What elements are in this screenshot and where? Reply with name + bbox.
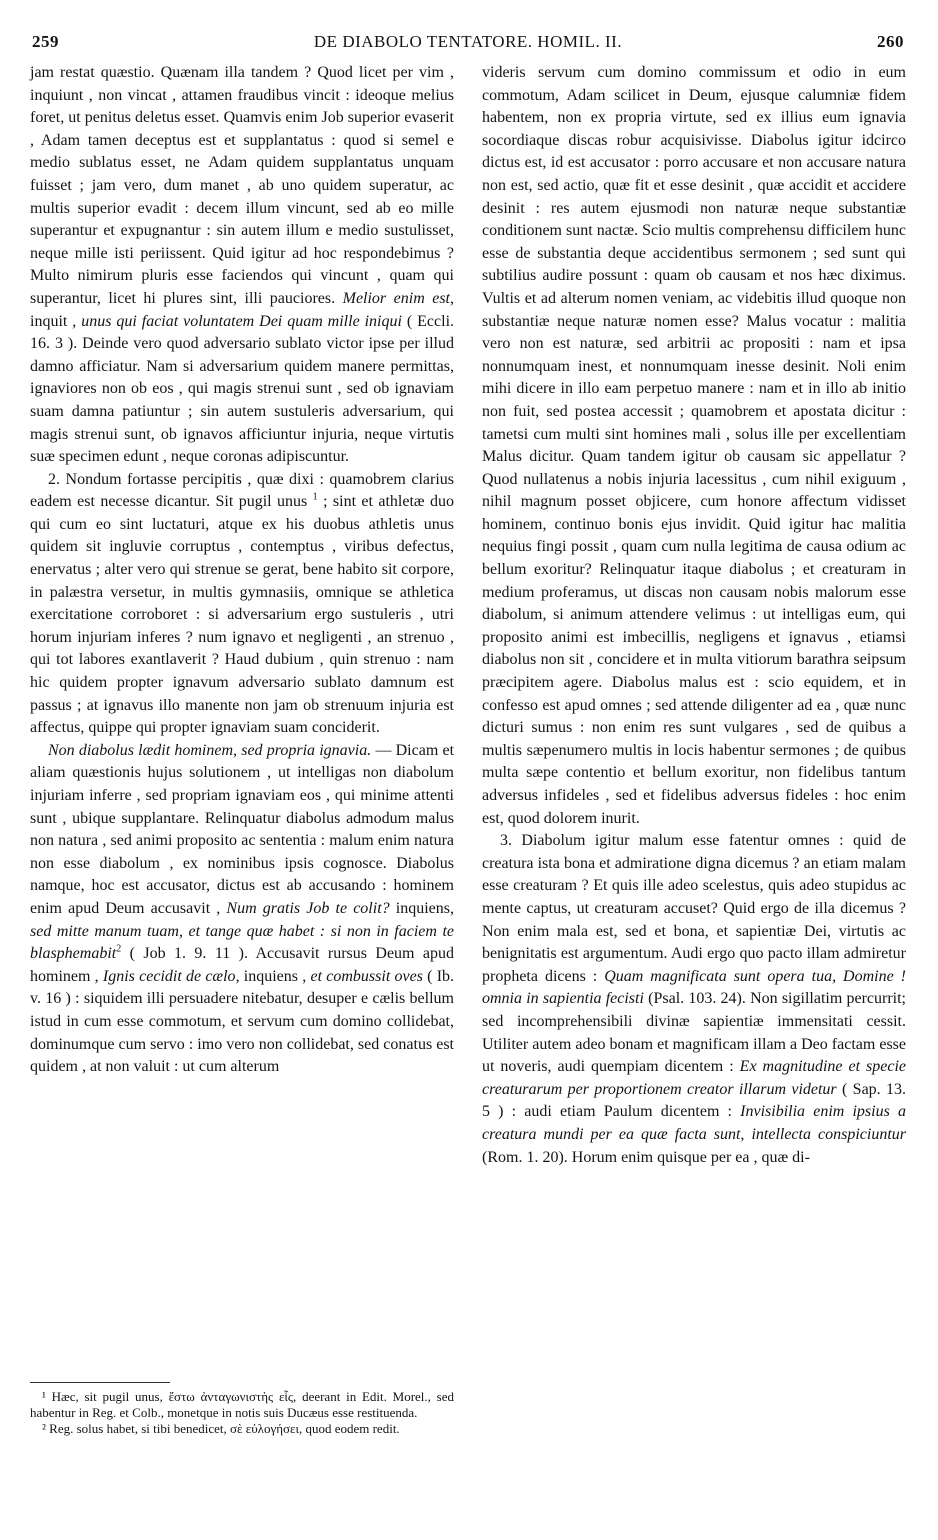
- text-run: , inquiens ,: [235, 967, 307, 985]
- running-header: [32, 32, 904, 58]
- scripture-quote: Quam magnificata sunt opera tua, Domine ! omnia in sapientia fecisti: [482, 967, 906, 1008]
- text-run: ( Job 1. 9. 11 ). Accusavit rursus Deum apud hominem ,: [30, 945, 455, 985]
- text-run: ( Sap. 13. 5 ) : audi etiam Paulum dicentem :: [482, 1080, 907, 1121]
- section-heading: Non diabolus lædit hominem, sed propria ignavia.: [48, 741, 372, 759]
- footnote-1: ¹ Hæc, sit pugil unus, ἔστω ἀνταγωνιστὴς εἷς, deerant in Edit. Morel., sed habentur in Reg. et Colb., monetque in notis suis Ducæus esse restituenda.: [30, 1389, 454, 1421]
- scripture-quote: sed mitte manum tuam, et tange quæ habet : si non in faciem te blasphemabit: [30, 922, 454, 963]
- text-run: 2. Nondum fortasse percipitis , quæ dixi : quamobrem clarius eadem est necesse dicantur. Sit pugil unus: [30, 470, 454, 511]
- left-paragraph-3: [30, 740, 454, 1079]
- right-paragraph-1: [482, 62, 906, 830]
- footnote-marker: 1: [312, 491, 318, 503]
- footnotes: [30, 1382, 454, 1438]
- right-column: [482, 62, 906, 1169]
- scripture-quote: unus qui faciat voluntatem Dei quam mille iniqui: [81, 312, 402, 330]
- left-paragraph-2: [30, 469, 454, 740]
- text-run: ; sint et athletæ duo qui cum eo sint luctaturi, atque ex his duobus athletis unus quidem sit ingluvie corruptus , contemptus , viribus defectus, enervatus ; alter vero qui strenue se gerat, bene habito sit corpore, in palæstra versetur, in multis gymnasiis, omnique se athletica exercitatione corroboret : si adversarium ergo sustuleris , utri horum injuriam inferes ? num ignavo et negligenti , an strenuo , qui tot labores exantlaverit ? Haud dubium , quin strenuo : nam hic quidem propter ignavum adversario sublato damnum est passus ; at ignavus illo manente non jam ob strenuum injuria est affectus, quippe qui propter ignaviam suam conciderit.: [30, 493, 454, 737]
- text-run: , inquit ,: [30, 289, 455, 330]
- page-number-left: 259: [32, 32, 59, 51]
- text-run: ( Ib. v. 16 ) : siquidem illi persuadere nitebatur, desuper e cælis bellum istud in cum esse commotum, et servum cum domino collidebat, dominumque cum servo : imo vero non collidebat, sed conatus est quidem , at non valuit : ut cum alterum: [30, 967, 455, 1076]
- footnote-marker: 2: [116, 943, 122, 955]
- text-run: — Dicam et aliam quæstionis hujus solutionem , ut intelligas non diabolum injuriam inferre , sed propriam ignaviam eos , qui minime attenti sunt , ubique supplantare. Relinquatur diabolus admodum malus non natura , sed animi proposito ac sententia : malum enim natura non esse diabolum , ex nominibus ipsis cognosce. Diabolus namque, hoc est accusator, dictus est ab accusando : hominem enim apud Deum accusavit ,: [30, 741, 455, 917]
- text-run: 3. Diabolum igitur malum esse fatentur omnes : quid de creatura ista bona et admiratione digna dicemus ? an etiam malam esse creaturam ? Et quis ille adeo scelestus, quis adeo stupidus ac mente captus, ut creaturam accuset? Quid ergo de illa dicemus ? Non enim mala est, sed et bona, et sapientiæ Dei, virtutis ac benignitatis est argumentum. Audi ergo quo pacto illam admiretur propheta dicens :: [482, 832, 906, 985]
- footnote-2: ² Reg. solus habet, si tibi benedicet, σὲ εὐλογήσει, quod eodem redit.: [42, 1421, 400, 1437]
- left-column: [30, 62, 454, 1079]
- scripture-quote: Ex magnitudine et specie creaturarum per proportionem creator illarum videtur: [482, 1058, 907, 1098]
- text-run: (Psal. 103. 24). Non sigillatim percurrit; sed incomprehensibili divinæ sapientiæ immensitati cessit. Utiliter autem adeo bonam et magnificam illam a Deo factam esse ut noveris, audi quempiam dicentem :: [482, 990, 906, 1076]
- left-paragraph-1: [30, 62, 454, 469]
- scripture-quote: Invisibilia enim ipsius a creatura mundi per ea quæ facta sunt, intellecta conspiciuntur: [482, 1103, 906, 1143]
- text-run: jam restat quæstio. Quænam illa tandem ? Quod licet per vim , inquiunt , non vincat , attamen fraudibus vincit : ideoque melius foret, ut penitus deletus esset. Quamvis enim Job superior evaserit , Adam tamen deceptus est et supplantatus : quod si semel e medio sublatus esset, ne Adam quidem supplantatus unquam fuisset ; jam vero, dum manet , ab uno quidem superatur, ac multis superior evadit : decem illum vincunt, sed ab eo mille superantur et expugnantur : sin autem illum e medio sustulisset, neque mille isti periissent. Quid igitur ad hoc respondebimus ? Multo nimirum pluris esse faciendos qui vincunt , quam qui superantur, licet hi plures sint, illi pauciores.: [30, 64, 454, 307]
- running-title: DE DIABOLO TENTATORE. HOMIL. II.: [313, 32, 623, 51]
- scripture-quote: et combussit oves: [310, 967, 423, 985]
- text-run: ( Eccli. 16. 3 ). Deinde vero quod adversario sublato victor ipse per illud damno afficiatur. Nam si adversarium quidem manere permittas, ignaviores non ob eos , qui magis strenui sunt , sed ob ignaviam suam damna patiuntur ; sin autem sustuleris adversarium, qui magis strenui sunt, ob ignavos afficiuntur injuria, neque virtutis suæ specimen edunt , neque coronas adipiscuntur.: [30, 312, 455, 466]
- footnote-rule: [30, 1382, 170, 1383]
- text-run: inquiens,: [395, 899, 454, 917]
- text-run: (Rom. 1. 20). Horum enim quisque per ea , quæ di-: [482, 1148, 810, 1166]
- scripture-quote: Num gratis Job te colit?: [226, 899, 390, 917]
- scripture-quote: Ignis cecidit de cælo: [102, 967, 236, 985]
- scripture-quote: Melior enim est: [342, 289, 451, 307]
- text-run: videris servum cum domino commissum et odio in eum commotum, Adam scilicet in Deum, ejusque calumniæ fidem habentem, non ex propria virtute, sed ex illius eum ignavia socordiaque discas robur acquisivisse. Diabolus igitur idcirco dictus est, id est accusator : porro accusare et non accusare natura non est, sed actio, quæ fit et esse desinit , quæ accidit et accidere desinit : res autem ejusmodi non naturæ neque substantiæ conditionem sunt nactæ. Scio multis comprehensu difficilem hunc esse de substantia deque accidentibus sermonem ; sed sunt qui subtilius audire possunt : quam ob causam et nos hæc diximus. Vultis et ad alterum nomen veniam, ac videbitis illud quoque non substantiæ neque naturæ nomen esse? Malus vocatur : malitia vero non est naturæ, sed arbitrii ac propositi : nam et ipsa nonnumquam inest, et nonnumquam inesse desinit. Noli enim mihi dicere in illo eam perpetuo manere : nam et in illo ab initio non fuit, sed postea accessit ; quamobrem et apostata dicitur : tametsi cum multi sint homines mali , solus ille per excellentiam Malus dicitur. Quam tandem igitur ob causam sic appellatur ? Quod nullatenus a nobis injuria lacessitus , cum nihil exiguum , nihil magnum posset objicere, cum honore affectum vidisset hominem, continuo bonis ejus invidit. Quid igitur hac malitia nequius fingi possit , quam cum nulla legitima de causa odium ac bellum exoritur? Relinquatur itaque diabolus ; et creaturam in medium proferamus, ut discas non causam nobis malorum esse diabolum, si animum attendere velimus : ut intelligas eum, qui proposito animi est imbecillis, negligens et ignavus , etiamsi diabolus non sit , concidere et in multa vitiorum barathra seipsum præcipitem agere. Diabolus malus est : scio equidem, et in confesso est apud omnes ; sed attende diligenter ad ea , quæ nunc dicturi sumus : non enim res sunt vulgares , sed de quibus a multis sæpenumero multis in locis habentur sermones ; de quibus multa sæpe contentio et bellum exoritur, non fidelibus tantum adversus infideles , sed et fidelibus adversus fideles : hoc enim est, quod dolorem inurit.: [482, 64, 906, 827]
- right-paragraph-2: [482, 830, 906, 1169]
- page-number-right: 260: [877, 32, 904, 51]
